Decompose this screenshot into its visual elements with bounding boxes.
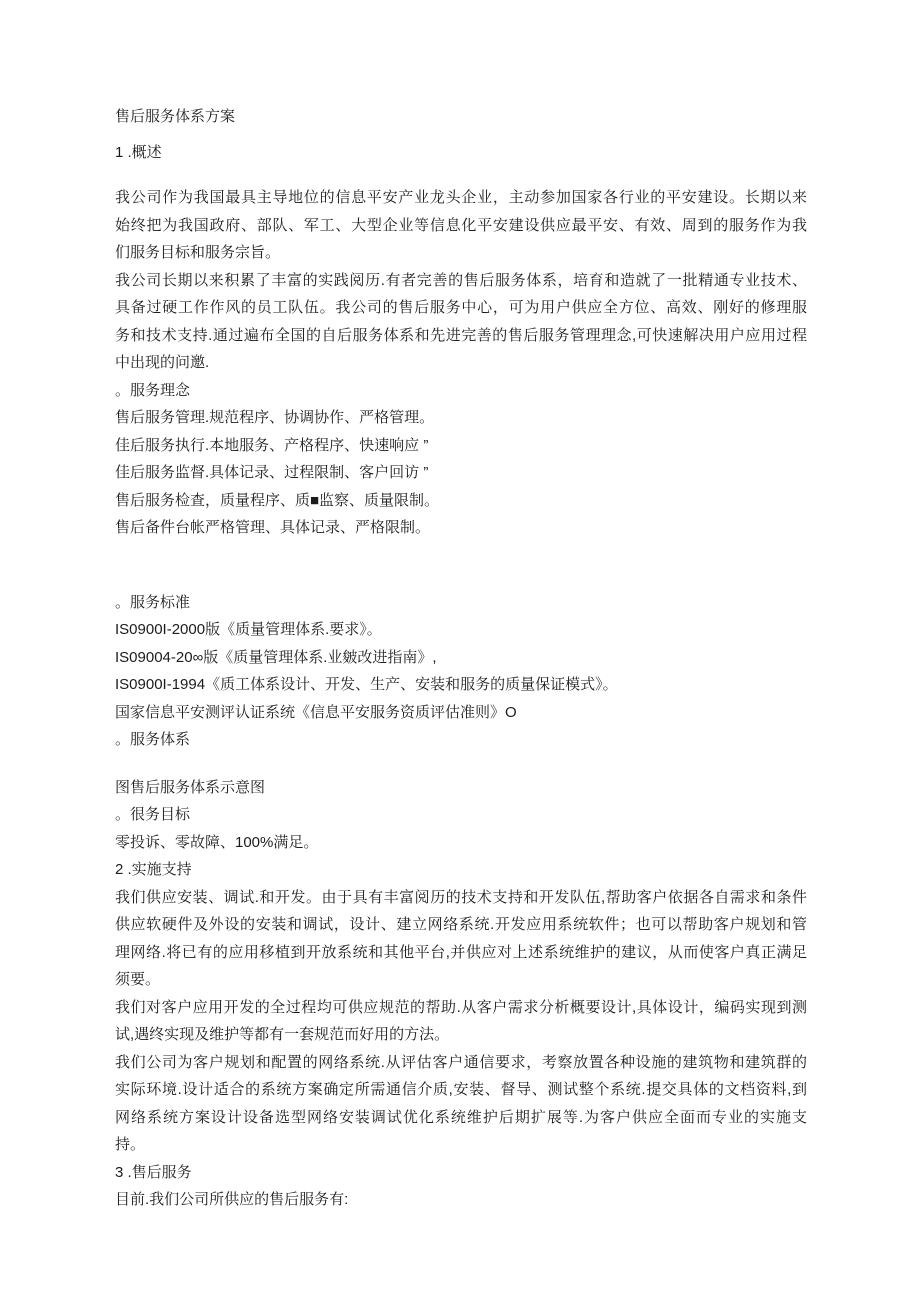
paragraph-line: 们服务目标和服务宗旨。 xyxy=(115,244,281,261)
list-item: 国家信息平安测评认证系统《信息平安服务资质评估准则》O xyxy=(115,703,517,721)
section-2-heading: 2 .实施支持 xyxy=(115,861,192,878)
document-title: 售后服务体系方案 xyxy=(115,108,236,125)
figure-caption: 图售后服务体系示意图 xyxy=(115,778,266,796)
list-item: 售后服务管理.规范程序、协调协作、严格管理。 xyxy=(115,409,435,426)
paragraph-line: 我们对客户应用开发的全过程均可供应规范的帮助.从客户需求分析概要设计,具体设计，编码实现到测 xyxy=(115,998,807,1016)
list-item: 售后备件台帐严格管理、具体记录、严格限制。 xyxy=(115,519,431,536)
section-1-heading: 1 .概述 xyxy=(115,143,162,161)
paragraph-line: 我们公司为客户规划和配置的网络系统.从评估客户通信要求，考察放置各种设施的建筑物和建筑群的 xyxy=(115,1053,807,1071)
paragraph-line: 供应软硬件及外设的安装和调试，设计、建立网络系统.开发应用系统软件；也可以帮助客户规划和管 xyxy=(115,916,807,933)
paragraph-line: 我们供应安装、调试.和开发。由于具有丰富阅历的技术支持和开发队伍,帮助客户依据各自需求和条件 xyxy=(115,888,807,906)
paragraph-line: 须要。 xyxy=(115,971,161,988)
service-standards-list xyxy=(115,616,807,726)
list-item: 售后服务检查，质量程序、质■监察、质量限制。 xyxy=(115,491,440,509)
service-philosophy-list xyxy=(115,404,807,542)
paragraph-line: 试,遇终实现及维护等都有一套规范而好用的方法。 xyxy=(115,1026,450,1043)
paragraph-line: 理网络.将已有的应用移植到开放系统和其他平台,并供应对上述系统维护的建议，从而使客户真正满足 xyxy=(115,943,807,961)
implementation-paragraph-3 xyxy=(115,1049,807,1159)
paragraph-line: 始终把为我国政府、部队、军工、大型企业等信息化平安建设供应最平安、有效、周到的服务作为我 xyxy=(115,216,807,234)
list-item: 佳后服务执行.本地服务、产格程序、快速响应 ” xyxy=(115,436,429,454)
after-sales-intro: 目前.我们公司所供应的售后服务有: xyxy=(115,1191,349,1208)
service-system-heading: 。服务体系 xyxy=(115,731,191,748)
list-item: IS0900I-1994《质工体系设计、开发、生产、安装和服务的质量保证模式》。 xyxy=(115,676,618,693)
paragraph-line: 具备过硬工作作风的员工队伍。我公司的售后服务中心，可为用户供应全方位、高效、刚好的修理服 xyxy=(115,299,807,316)
implementation-paragraph-1 xyxy=(115,884,807,994)
implementation-paragraph-2 xyxy=(115,994,807,1049)
paragraph-line: 务和技术支持.通过遍布全国的自后服务体系和先进完善的售后服务管理理念,可快速解决用户应用过程 xyxy=(115,326,807,344)
list-item: 佳后服务监督.具体记录、过程限制、客户回访 ” xyxy=(115,464,429,481)
section-3-heading: 3 .售后服务 xyxy=(115,1163,192,1181)
paragraph-line: 持。 xyxy=(115,1136,146,1153)
service-philosophy-heading: 。服务理念 xyxy=(115,381,191,399)
overview-paragraph-1 xyxy=(115,184,807,267)
service-goals-text: 零投诉、零故障、100%满足。 xyxy=(115,833,319,851)
overview-paragraph-2 xyxy=(115,267,807,377)
paragraph-line: 中出现的问邀. xyxy=(115,354,210,371)
paragraph-line: 我公司长期以来积累了丰富的实践阅历.有者完善的售后服务体系，培育和造就了一批精通专业技术、 xyxy=(115,271,807,289)
paragraph-line: 网络系统方案设计设备选型网络安装调试优化系统维护后期扩展等.为客户供应全面而专业的实施支 xyxy=(115,1108,807,1126)
list-item: IS0900I-2000版《质量管理体系.要求》。 xyxy=(115,621,382,638)
service-standards-heading: 。服务标准 xyxy=(115,593,191,611)
list-item: IS09004-20∞版《质量管理体系.业皴改进指南》, xyxy=(115,648,437,666)
paragraph-line: 实际环境.设计适合的系统方案确定所需通信介质,安装、督导、测试整个系统.提交具体的文档资料,到 xyxy=(115,1081,807,1098)
service-goals-heading: 。很务目标 xyxy=(115,806,191,823)
paragraph-line: 我公司作为我国最具主导地位的信息平安产业龙头企业，主动参加国家各行业的平安建设。长期以来 xyxy=(115,189,807,206)
